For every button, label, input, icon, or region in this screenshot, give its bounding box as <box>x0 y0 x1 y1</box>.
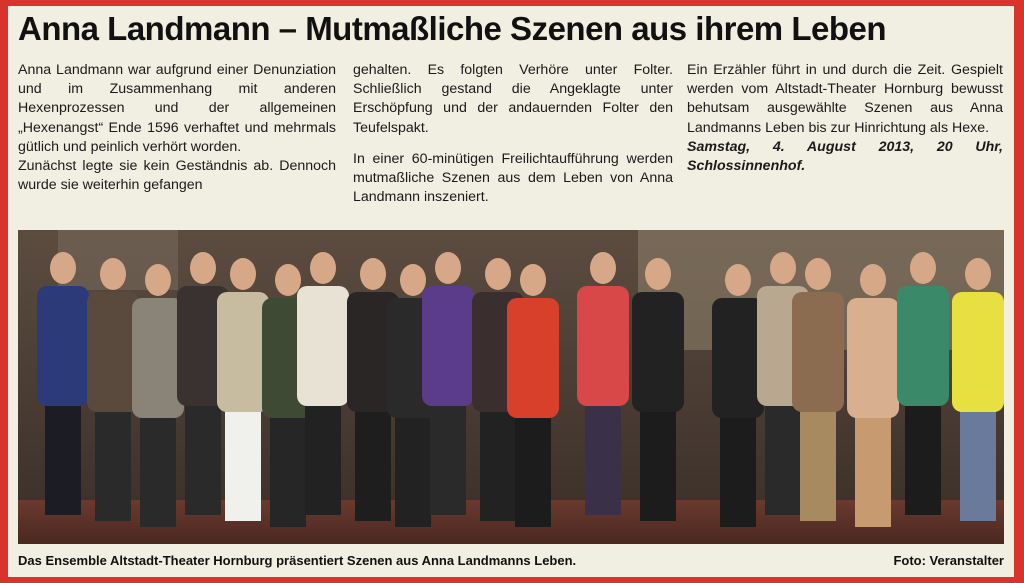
text-column-2 <box>353 61 673 207</box>
photo-credit: Foto: Veranstalter <box>893 553 1004 568</box>
paragraph: Anna Landmann war aufgrund einer Denunziation und im Zusammenhang mit anderen Hexenprozessen und der allgemeinen „Hexenangst“ Ende 1596 verhaftet und mehrmals gütlich und peinlich verhört worden. <box>18 62 336 155</box>
headline: Anna Landmann – Mutmaßliche Szenen aus ihrem Leben <box>18 10 886 47</box>
event-date: Samstag, 4. August 2013, 20 Uhr, Schlossinnenhof. <box>687 138 1003 175</box>
group-photo-illustration <box>18 230 1004 544</box>
paragraph: gehalten. Es folgten Verhöre unter Folter. Schließlich gestand die Angeklagte unter Erschöpfung und der andauernden Folter den Teufelspakt. <box>353 62 673 136</box>
paragraph: In einer 60-minütigen Freilichtaufführung werden mutmaßliche Szenen aus dem Leben von Anna Landmann inszeniert. <box>353 150 673 206</box>
ensemble-photo <box>18 230 1004 544</box>
photo-caption: Das Ensemble Altstadt-Theater Hornburg präsentiert Szenen aus Anna Landmanns Leben. <box>18 553 577 568</box>
text-column-3 <box>687 61 1003 176</box>
text-column-1 <box>18 61 336 195</box>
paragraph: Zunächst legte sie kein Geständnis ab. Dennoch wurde sie weiterhin gefangen <box>18 158 336 194</box>
paragraph: Ein Erzähler führt in und durch die Zeit. Gespielt werden vom Altstadt-Theater Hornburg bewusst behutsam ausgewählte Szenen aus Anna Landmanns Leben bis zur Hinrichtung als Hexe. <box>687 62 1003 136</box>
newspaper-clipping <box>8 6 1014 577</box>
